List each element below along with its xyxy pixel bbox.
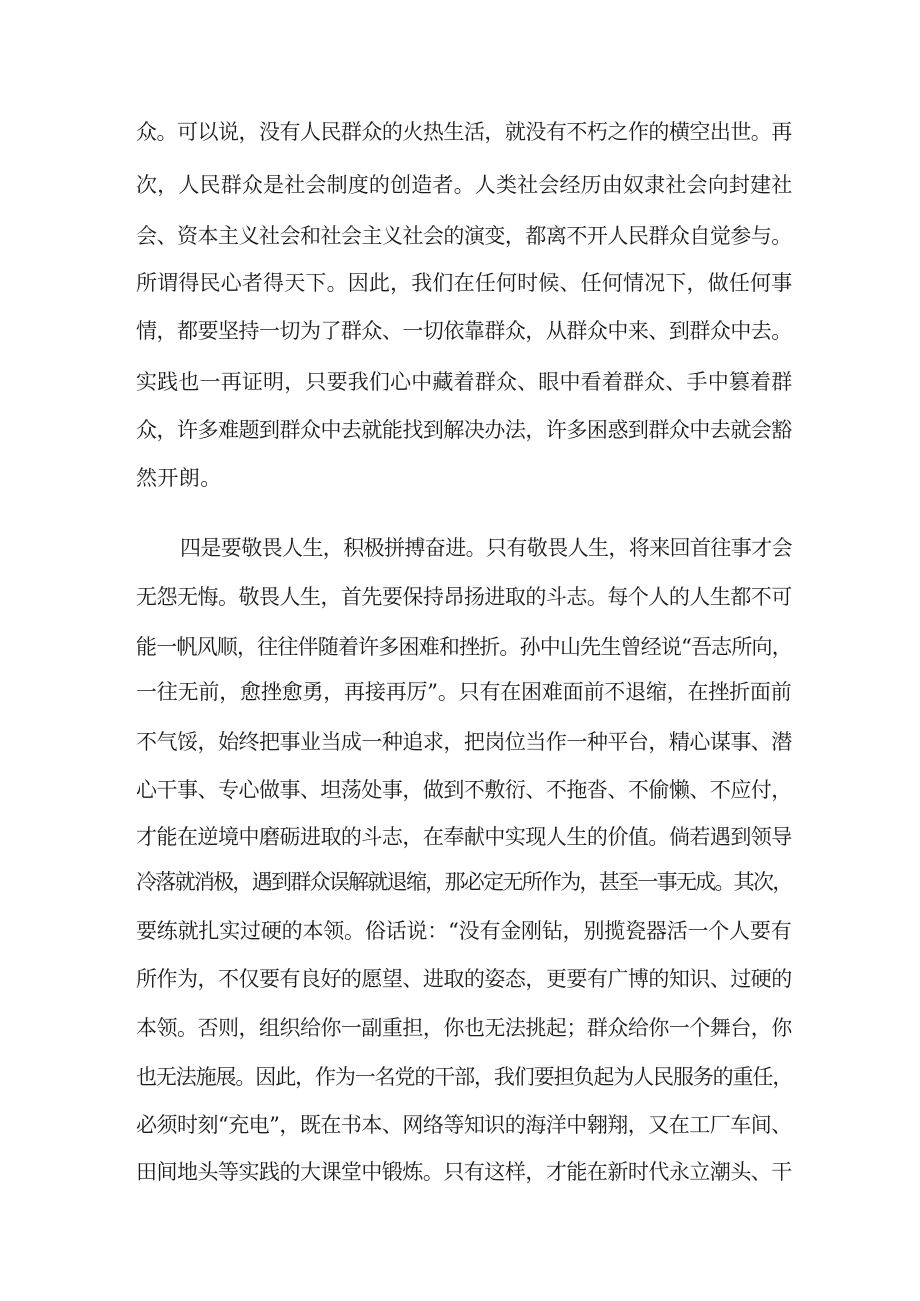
paragraph-1-line-5: 情，都要坚持一切为了群众、一切依靠群众，从群众中来、到群众中去。 [136,319,792,343]
paragraph-1-line-4: 所谓得民心者得天下。因此，我们在任何时候、任何情况下，做任何事 [136,271,793,295]
paragraph-1-line-7: 众，许多难题到群众中去就能找到解决办法，许多困惑到群众中去就会豁 [136,418,792,442]
paragraph-1-line-3: 会、资本主义社会和社会主义社会的演变，都离不开人民群众自觉参与。 [136,224,792,248]
paragraph-2-line-8: 冷落就消极，遇到群众误解就退缩，那必定无所作为，甚至一事无成。其次， [136,870,792,894]
paragraph-1-line-6: 实践也一再证明，只要我们心中藏着群众、眼中看着群众、手中篡着群 [136,370,793,394]
paragraph-2-line-11: 本领。否则，组织给你一副重担，你也无法挑起；群众给你一个舞台，你 [136,1016,792,1040]
paragraph-2-line-13: 必须时刻“充电”，既在书本、网络等知识的海洋中翱翔，又在工厂车间、 [136,1113,792,1137]
paragraph-2-line-1: 四是要敬畏人生，积极拼搏奋进。只有敬畏人生，将来回首往事才会 [180,536,792,560]
paragraph-2-line-3: 能一帆风顺，往往伴随着许多困难和挫折。孙中山先生曾经说“吾志所向， [136,635,792,659]
paragraph-1-line-2: 次，人民群众是社会制度的创造者。人类社会经历由奴隶社会向封建社 [136,173,793,197]
paragraph-2-line-6: 心干事、专心做事、坦荡处事，做到不敷衍、不拖沓、不偷懒、不应付， [136,778,792,802]
paragraph-1-line-8: 然开朗。 [136,466,222,490]
paragraph-2-line-10: 所作为，不仅要有良好的愿望、进取的姿态，更要有广博的知识、过硬的 [136,967,792,991]
paragraph-2-line-12: 也无法施展。因此，作为一名党的干部，我们要担负起为人民服务的重任， [136,1065,793,1089]
paragraph-2-line-9: 要练就扎实过硬的本领。俗话说：“没有金刚钻，别揽瓷器活一个人要有 [136,919,792,943]
paragraph-2-line-4: 一往无前，愈挫愈勇，再接再厉”。只有在困难面前不退缩，在挫折面前 [136,680,792,704]
paragraph-2-line-2: 无怨无悔。敬畏人生，首先要保持昂扬进取的斗志。每个人的人生都不可 [136,585,792,609]
paragraph-2-line-5: 不气馁，始终把事业当成一种追求，把岗位当作一种平台，精心谋事、潜 [136,730,792,754]
paragraph-2-line-14: 田间地头等实践的大课堂中锻炼。只有这样，才能在新时代永立潮头、干 [136,1160,792,1184]
paragraph-1-line-1: 众。可以说，没有人民群众的火热生活，就没有不朽之作的横空出世。再 [136,120,792,144]
paragraph-2-line-7: 才能在逆境中磨砺进取的斗志，在奉献中实现人生的价值。倘若遇到领导 [136,825,792,849]
